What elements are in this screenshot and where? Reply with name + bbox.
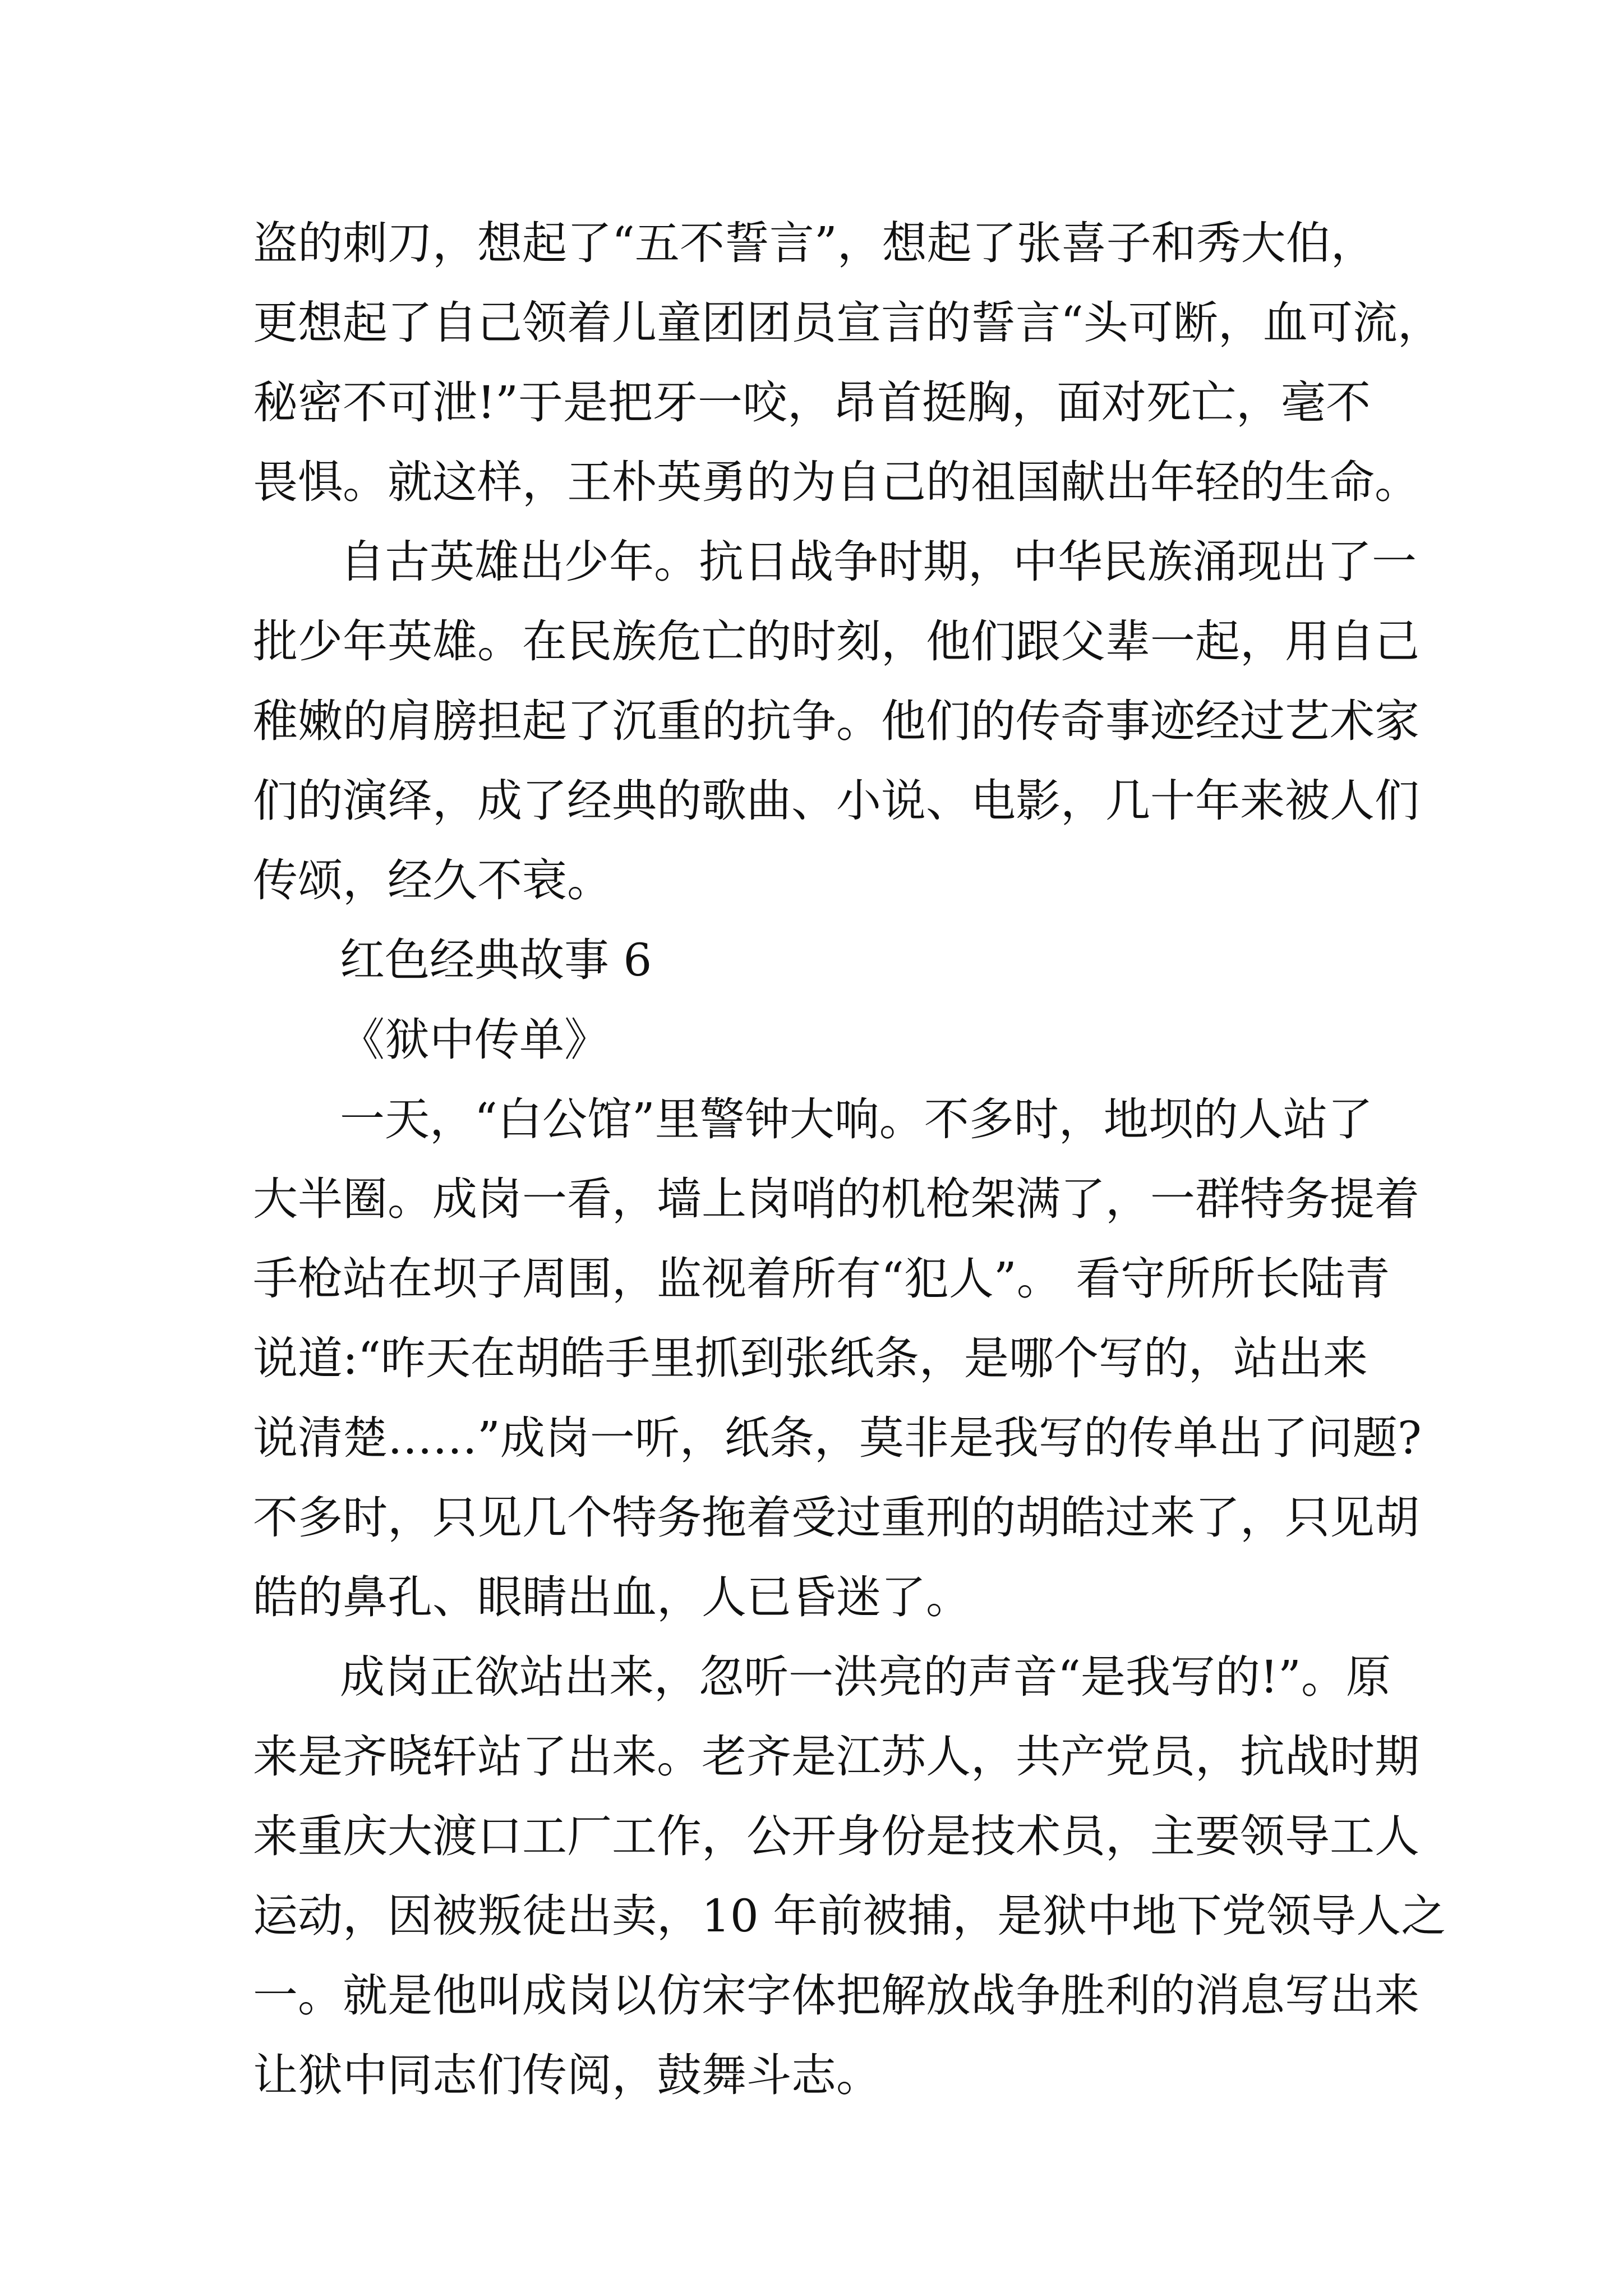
text-line: 畏惧。就这样，王朴英勇的为自己的祖国献出年轻的生命。 xyxy=(253,456,1419,508)
text-line: 盗的刺刀，想起了“五不誓言”，想起了张喜子和秀大伯， xyxy=(253,217,1376,269)
text-line: 来是齐晓轩站了出来。老齐是江苏人，共产党员，抗战时期 xyxy=(253,1731,1419,1783)
text-line: 让狱中同志们传阅，鼓舞斗志。 xyxy=(253,2049,881,2101)
paragraph-first-line: 一天，“白公馆”里警钟大响。不多时，地坝的人站了 xyxy=(340,1093,1373,1145)
paragraph-first-line: 成岗正欲站出来，忽听一洪亮的声音“是我写的!”。原 xyxy=(340,1651,1391,1703)
text-line: 不多时，只见几个特务拖着受过重刑的胡皓过来了，只见胡 xyxy=(253,1492,1419,1544)
text-line: 皓的鼻孔、眼睛出血，人已昏迷了。 xyxy=(253,1571,971,1623)
text-line: 手枪站在坝子周围，监视着所有“犯人”。 看守所所长陆青 xyxy=(253,1253,1390,1305)
text-line: 传颂，经久不衰。 xyxy=(253,854,612,907)
text-line: 大半圈。成岗一看，墙上岗哨的机枪架满了，一群特务提着 xyxy=(253,1173,1419,1225)
text-line: 来重庆大渡口工厂工作，公开身份是技术员，主要领导工人 xyxy=(253,1810,1419,1862)
text-line: 秘密不可泄!”于是把牙一咬，昂首挺胸，面对死亡，毫不 xyxy=(253,376,1371,429)
text-line: 运动，因被叛徒出卖，10 年前被捕，是狱中地下党领导人之 xyxy=(253,1890,1446,1942)
text-line: 说清楚……”成岗一听，纸条，莫非是我写的传单出了问题? xyxy=(253,1412,1422,1464)
text-line: 批少年英雄。在民族危亡的时刻，他们跟父辈一起，用自己 xyxy=(253,615,1419,668)
paragraph-first-line: 自古英雄出少年。抗日战争时期，中华民族涌现出了一 xyxy=(340,536,1417,588)
text-line: 一。就是他叫成岗以仿宋字体把解放战争胜利的消息写出来 xyxy=(253,1970,1419,2022)
story-title: 《狱中传单》 xyxy=(340,1014,609,1066)
text-line: 更想起了自己领着儿童团团员宣言的誓言“头可断，血可流， xyxy=(253,297,1442,349)
text-line: 说道:“昨天在胡皓手里抓到张纸条，是哪个写的，站出来 xyxy=(253,1332,1368,1384)
text-line: 稚嫩的肩膀担起了沉重的抗争。他们的传奇事迹经过艺术家 xyxy=(253,695,1419,747)
text-line: 们的演绎，成了经典的歌曲、小说、电影，几十年来被人们 xyxy=(253,775,1419,827)
section-heading: 红色经典故事 6 xyxy=(340,934,652,986)
